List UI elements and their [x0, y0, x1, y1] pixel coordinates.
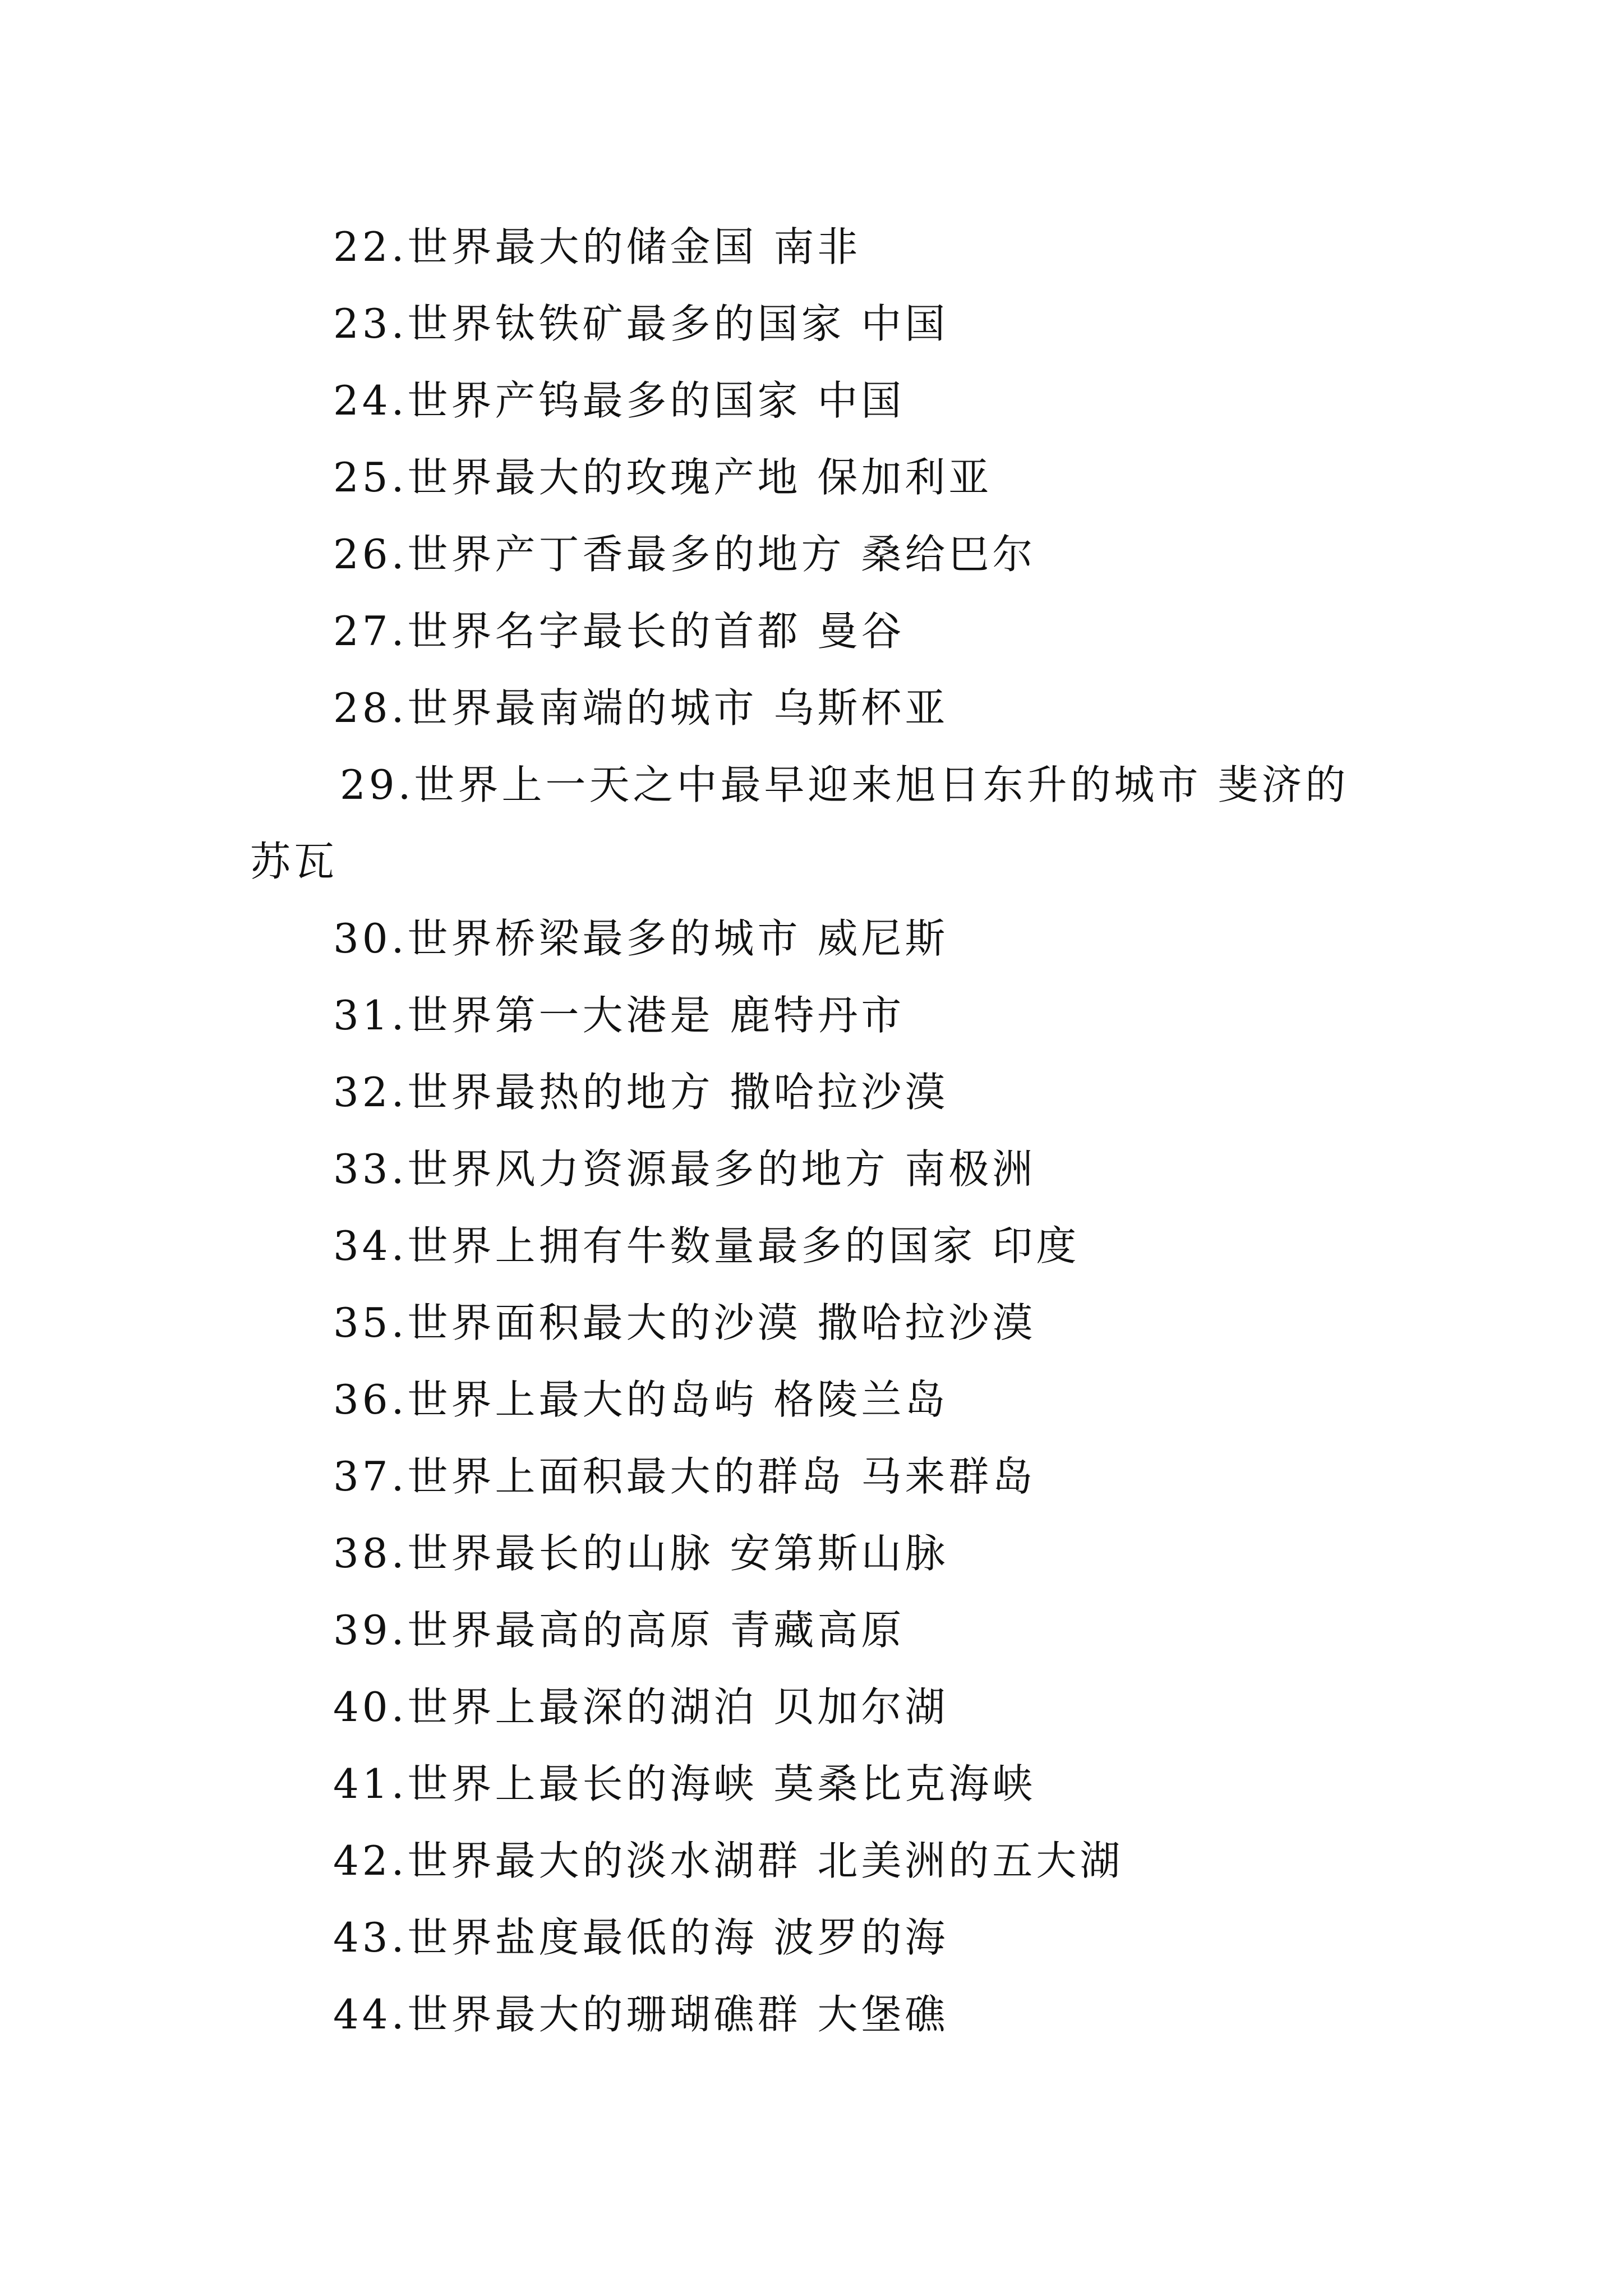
list-item: 27.世界名字最长的首都 曼谷 — [333, 608, 905, 655]
list-item: 28.世界最南端的城市 乌斯杯亚 — [333, 684, 949, 731]
list-item: 39.世界最高的高原 青藏高原 — [333, 1607, 905, 1654]
list-item: 44.世界最大的珊瑚礁群 大堡礁 — [333, 1991, 949, 2038]
list-item: 24.世界产钨最多的国家 中国 — [333, 377, 905, 424]
list-item: 30.世界桥梁最多的城市 威尼斯 — [333, 915, 949, 962]
list-item: 42.世界最大的淡水湖群 北美洲的五大湖 — [333, 1837, 1124, 1884]
list-item-wrapped-first: 29.世界上一天之中最早迎来旭日东升的城市 斐济的 — [340, 761, 1349, 808]
list-item: 33.世界风力资源最多的地方 南极洲 — [333, 1145, 1036, 1193]
list-item: 22.世界最大的储金国 南非 — [333, 223, 861, 270]
list-item: 40.世界上最深的湖泊 贝加尔湖 — [333, 1683, 949, 1731]
list-content — [250, 209, 1383, 2053]
list-item-wrapped-continued: 苏瓦 — [250, 838, 338, 885]
list-item: 41.世界上最长的海峡 莫桑比克海峡 — [333, 1760, 1036, 1807]
list-item: 35.世界面积最大的沙漠 撒哈拉沙漠 — [333, 1299, 1036, 1346]
list-item: 36.世界上最大的岛屿 格陵兰岛 — [333, 1376, 949, 1423]
list-item: 38.世界最长的山脉 安第斯山脉 — [333, 1530, 949, 1577]
list-item: 26.世界产丁香最多的地方 桑给巴尔 — [333, 531, 1036, 578]
list-item: 31.世界第一大港是 鹿特丹市 — [333, 992, 905, 1039]
list-item: 37.世界上面积最大的群岛 马来群岛 — [333, 1453, 1036, 1500]
list-item: 32.世界最热的地方 撒哈拉沙漠 — [333, 1069, 949, 1116]
list-item: 23.世界钛铁矿最多的国家 中国 — [333, 300, 949, 347]
list-item: 43.世界盐度最低的海 波罗的海 — [333, 1914, 949, 1961]
list-item: 34.世界上拥有牛数量最多的国家 印度 — [333, 1222, 1080, 1269]
list-item: 25.世界最大的玫瑰产地 保加利亚 — [333, 454, 993, 501]
